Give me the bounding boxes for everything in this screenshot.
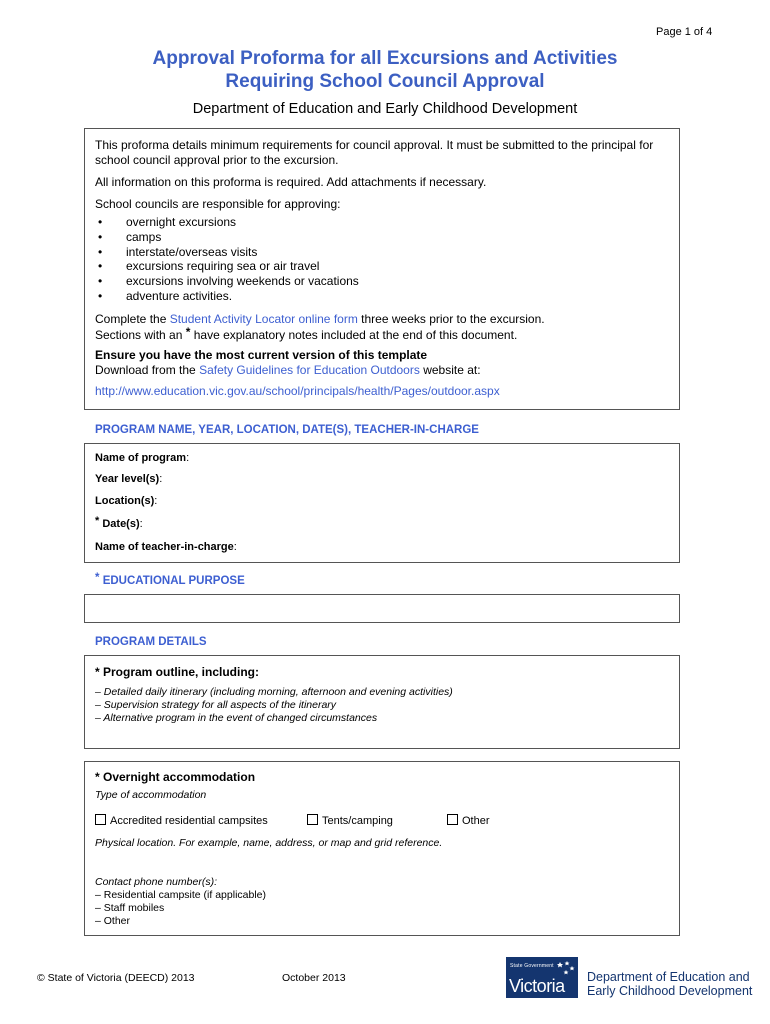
program-section-heading: PROGRAM NAME, YEAR, LOCATION, DATE(S), TEACHER-IN-CHARGE [95,424,479,436]
copyright-notice: © State of Victoria (DEECD) 2013 [37,972,195,984]
accredited-checkbox[interactable] [95,814,106,825]
intro-box [84,128,680,410]
ensure-heading: Ensure you have the most current version of this template [95,347,428,362]
logo-state-text: State Government [510,963,554,969]
intro-paragraph-2: All information on this proforma is required. Add attachments if necessary. [95,175,487,189]
list-item: – Staff mobiles [95,902,165,914]
title-line-2: Requiring School Council Approval [225,71,545,92]
student-activity-locator-link[interactable]: Student Activity Locator online form [169,311,358,326]
year-level-field: Year level(s): [95,473,163,485]
list-item: – Residential campsite (if applicable) [95,889,266,901]
accommodation-type-label: Type of accommodation [95,789,207,801]
contact-section [95,876,266,928]
page-number: Page 1 of 4 [656,26,713,38]
approval-list [95,215,669,304]
program-outline-box[interactable] [84,655,680,749]
list-item: • adventure activities. [98,288,233,303]
accommodation-box [84,761,680,936]
program-info-box[interactable] [84,443,680,563]
footer-date: October 2013 [282,972,346,984]
accommodation-title: * Overnight accommodation [95,770,256,784]
program-outline-title: * Program outline, including: [95,665,260,679]
location-field: Location(s): [95,495,158,507]
department-subtitle: Department of Education and Early Childhood Development [192,101,578,117]
list-item: – Supervision strategy for all aspects of the itinerary [95,699,337,711]
list-item: – Detailed daily itinerary (including morning, afternoon and evening activities) [95,686,453,698]
tents-checkbox[interactable] [307,814,318,825]
educational-purpose-heading: * EDUCATIONAL PURPOSE [95,572,245,587]
list-item: • excursions requiring sea or air travel [98,259,320,274]
list-item: • excursions involving weekends or vacations [98,274,359,289]
accredited-option[interactable]: Accredited residential campsites [95,814,268,827]
download-line: Download from the Safety Guidelines for Education Outdoors website at: [95,362,481,377]
program-details-heading: PROGRAM DETAILS [95,636,207,648]
victoria-logo [506,957,578,998]
complete-line: Complete the Student Activity Locator online form three weeks prior to the excursion. [95,311,545,326]
program-name-field: Name of program: [95,452,190,464]
contact-title: Contact phone number(s): [95,876,217,888]
logo-victoria-text: Victoria [509,976,565,996]
safety-guidelines-link[interactable]: Safety Guidelines for Education Outdoors [199,362,420,377]
document-title [0,47,770,93]
intro-paragraph-3: School councils are responsible for approving: [95,197,341,211]
other-checkbox[interactable] [447,814,458,825]
list-item: • overnight excursions [98,215,237,229]
sections-line: Sections with an * have explanatory notes included at the end of this document. [95,324,518,342]
dates-field: * Date(s): [95,515,143,530]
intro-paragraph-1: This proforma details minimum requirements for council approval. It must be submitted to the principal for school council approval prior to the excursion. [95,138,654,167]
list-item: • interstate/overseas visits [98,244,258,259]
footer-department-name: Department of Education and Early Childhood Development [587,970,753,998]
outdoor-url-link[interactable]: http://www.education.vic.gov.au/school/principals/health/Pages/outdoor.aspx [95,383,500,398]
educational-purpose-box[interactable] [84,594,680,623]
program-outline-list [95,686,453,725]
asterisk: * [185,324,191,339]
list-item: – Alternative program in the event of changed circumstances [95,712,378,724]
tents-option[interactable]: Tents/camping [307,814,393,827]
physical-location-label: Physical location. For example, name, address, or map and grid reference. [95,837,443,849]
list-item: • camps [98,229,162,244]
teacher-field: Name of teacher-in-charge: [95,541,237,553]
title-line-1: Approval Proforma for all Excursions and Activities [152,48,618,69]
list-item: – Other [95,915,131,927]
other-option[interactable]: Other [447,814,490,827]
southern-cross-icon [556,960,576,976]
